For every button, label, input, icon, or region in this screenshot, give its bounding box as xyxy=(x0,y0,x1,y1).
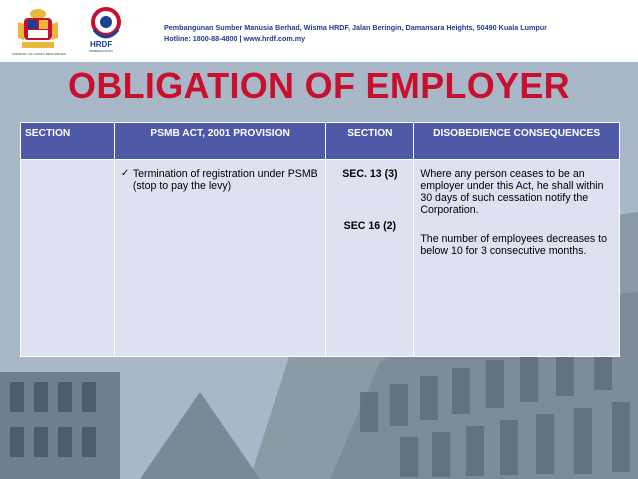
header-address xyxy=(164,22,547,44)
section-ref: SEC. 13 (3) xyxy=(342,168,398,180)
malaysia-crest-icon xyxy=(14,6,62,56)
section-ref: SEC 16 (2) xyxy=(343,220,397,232)
hrdf-logo-subtext: PEMBANGUNAN xyxy=(89,49,113,53)
obligation-table xyxy=(20,122,620,357)
provision-text: Termination of registration under PSMB (stop to pay the levy) xyxy=(132,168,318,192)
crest-caption: MINISTRY OF HUMAN RESOURCES xyxy=(12,52,66,56)
consequence-text: The number of employees decreases to below 10 for 3 consecutive months. xyxy=(420,233,607,257)
header-bar xyxy=(0,0,638,62)
header-section: SECTION xyxy=(21,123,115,160)
header-provision: PSMB ACT, 2001 PROVISION xyxy=(114,123,326,160)
hrdf-logo-text: HRDF xyxy=(90,40,113,49)
page-title: OBLIGATION OF EMPLOYER xyxy=(68,65,570,106)
cell-section-empty xyxy=(21,160,115,357)
cell-consequences xyxy=(414,160,620,357)
checkmark-icon: ✓ xyxy=(120,168,130,179)
address-line-2: Hotline: 1800-88-4800 | www.hrdf.com.my xyxy=(164,34,306,43)
cell-provision xyxy=(114,160,326,357)
header-consequences: DISOBEDIENCE CONSEQUENCES xyxy=(414,123,620,160)
cell-sections xyxy=(326,160,414,357)
table-row xyxy=(21,160,620,357)
table-header-row xyxy=(21,123,620,160)
address-line-1: Pembangunan Sumber Manusia Berhad, Wisma HRDF, Jalan Beringin, Damansara Heights, 50490 Kuala Lumpur xyxy=(164,23,547,32)
consequence-text: Where any person ceases to be an employer under this Act, he shall within 30 days of such cessation notify the Corporation. xyxy=(420,168,604,216)
header-section-2: SECTION xyxy=(326,123,414,160)
